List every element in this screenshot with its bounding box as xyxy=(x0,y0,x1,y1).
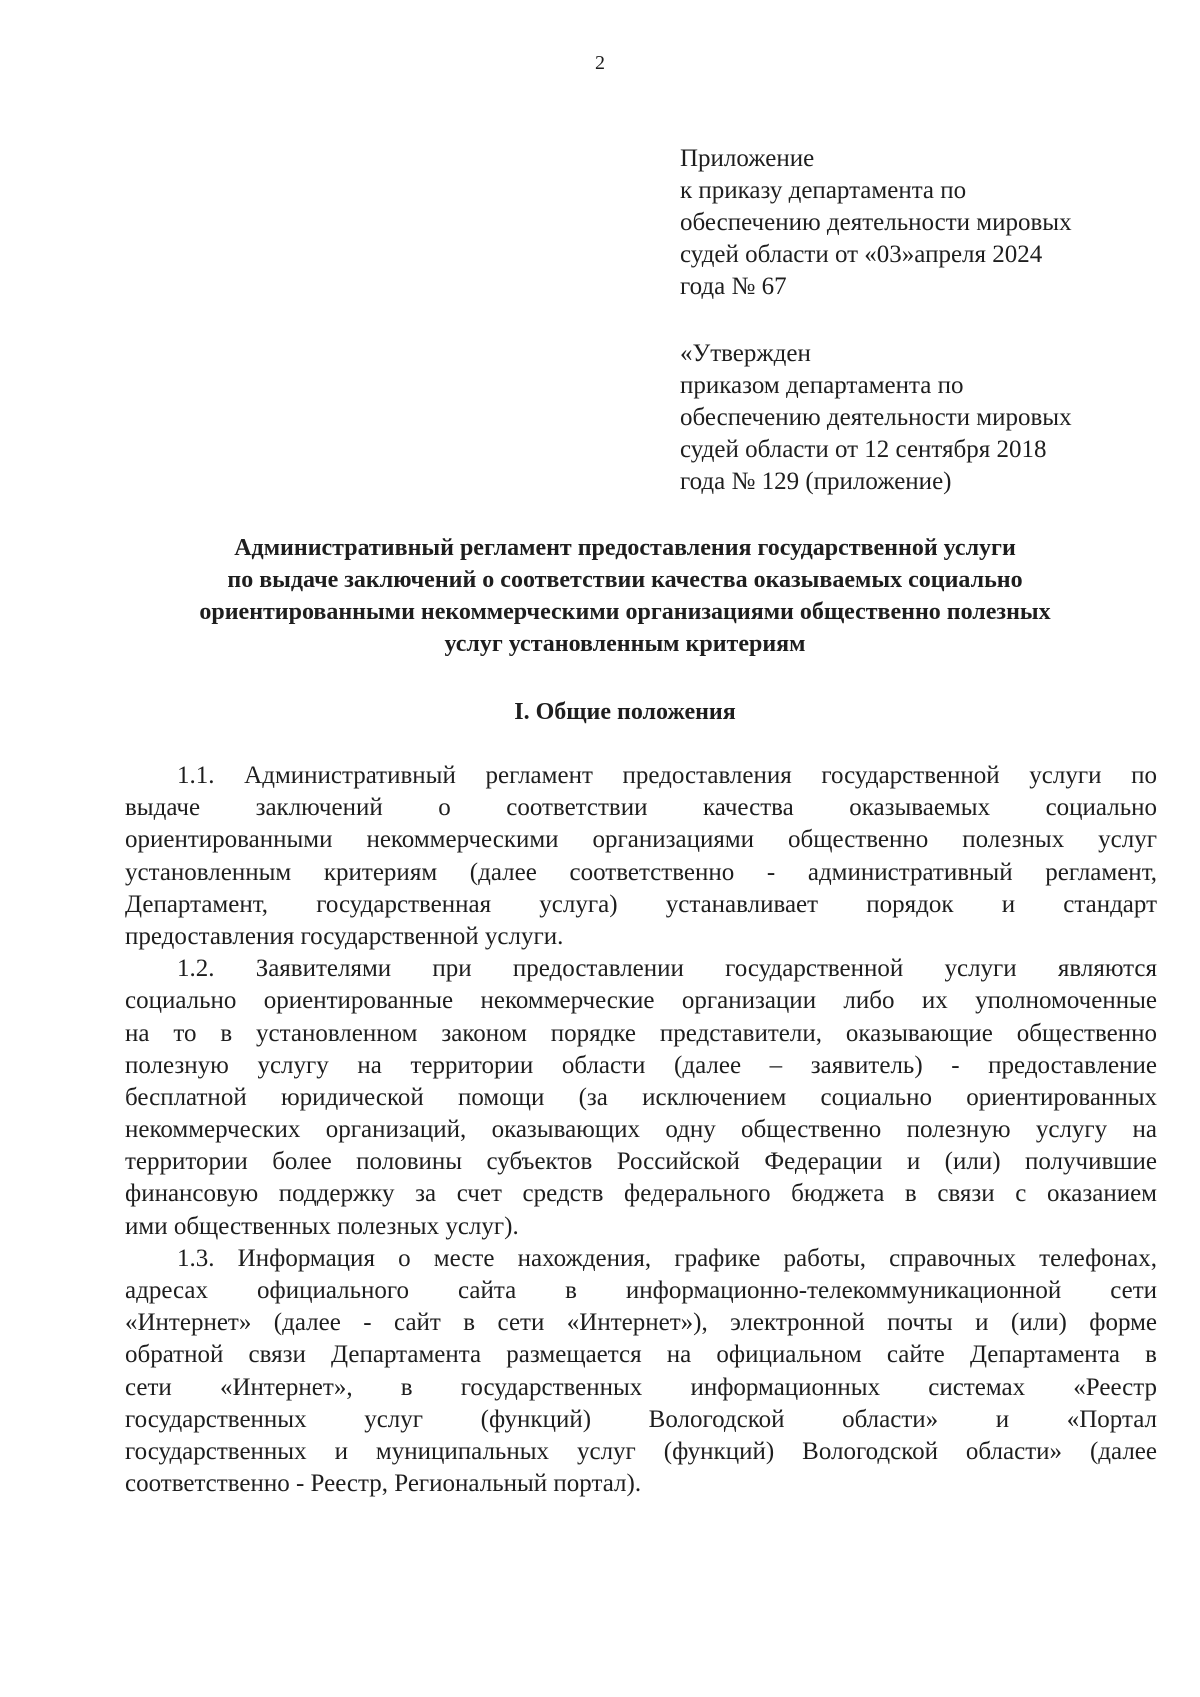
body-line: сети «Интернет», в государственных информационных системах «Реестр xyxy=(125,1373,1157,1401)
body-line: соответственно - Реестр, Региональный портал). xyxy=(125,1470,642,1498)
section-heading: I. Общие положения xyxy=(514,699,736,725)
title-line: по выдаче заключений о соответствии качества оказываемых социально xyxy=(227,567,1023,593)
annex-line: судей области от «03»апреля 2024 xyxy=(680,241,1043,268)
body-line: предоставления государственной услуги. xyxy=(125,922,564,950)
annex-line: к приказу департамента по xyxy=(680,177,967,204)
body-line: территории более половины субъектов Российской Федерации и (или) получившие xyxy=(125,1148,1157,1176)
body-line: установленным критериям (далее соответственно - административный регламент, xyxy=(125,858,1157,886)
body-line: государственных услуг (функций) Вологодской области» и «Портал xyxy=(125,1405,1157,1433)
title-line: услуг установленным критериям xyxy=(444,631,806,657)
title-line: ориентированными некоммерческими организациями общественно полезных xyxy=(199,599,1051,625)
body-line: социально ориентированные некоммерческие организации либо их уполномоченные xyxy=(125,987,1157,1015)
annex-line: обеспечению деятельности мировых xyxy=(680,209,1072,236)
body-line: 1.2. Заявителями при предоставлении государственной услуги являются xyxy=(177,955,1157,983)
body-line: финансовую поддержку за счет средств федерального бюджета в связи с оказанием xyxy=(125,1180,1157,1208)
body-line: ориентированными некоммерческими организациями общественно полезных услуг xyxy=(125,826,1157,854)
body-line: обратной связи Департамента размещается на официальном сайте Департамента в xyxy=(125,1341,1157,1369)
title-line: Административный регламент предоставления государственной услуги xyxy=(234,535,1016,561)
body-line: государственных и муниципальных услуг (функций) Вологодской области» (далее xyxy=(125,1437,1157,1465)
body-line: «Интернет» (далее - сайт в сети «Интернет»), электронной почты и (или) форме xyxy=(125,1309,1157,1337)
body-line: 1.3. Информация о месте нахождения, графике работы, справочных телефонах, xyxy=(177,1244,1157,1272)
body-line: выдаче заключений о соответствии качества оказываемых социально xyxy=(125,794,1157,822)
body-line: на то в установленном законом порядке представители, оказывающие общественно xyxy=(125,1019,1157,1047)
body-line: некоммерческих организаций, оказывающих одну общественно полезную услугу на xyxy=(125,1116,1157,1144)
annex-line: Приложение xyxy=(680,145,815,172)
page-number: 2 xyxy=(595,52,605,74)
approved-line: «Утвержден xyxy=(680,340,811,367)
body-line: бесплатной юридической помощи (за исключением социально ориентированных xyxy=(125,1083,1157,1111)
body-line: полезную услугу на территории области (далее – заявитель) - предоставление xyxy=(125,1051,1157,1079)
approved-line: приказом департамента по xyxy=(680,372,964,399)
body-text xyxy=(125,760,1157,1500)
document-title xyxy=(125,532,1125,660)
approved-line: обеспечению деятельности мировых xyxy=(680,404,1072,431)
body-line: ими общественных полезных услуг). xyxy=(125,1212,519,1240)
approved-block xyxy=(680,338,1150,498)
annex-block xyxy=(680,143,1150,303)
annex-line: года № 67 xyxy=(680,273,787,300)
body-line: Департамент, государственная услуга) устанавливает порядок и стандарт xyxy=(125,890,1157,918)
body-line: адресах официального сайта в информационно-телекоммуникационной сети xyxy=(125,1277,1157,1304)
approved-line: года № 129 (приложение) xyxy=(680,468,952,495)
body-line: 1.1. Административный регламент предоставления государственной услуги по xyxy=(177,762,1157,789)
approved-line: судей области от 12 сентября 2018 xyxy=(680,436,1047,463)
